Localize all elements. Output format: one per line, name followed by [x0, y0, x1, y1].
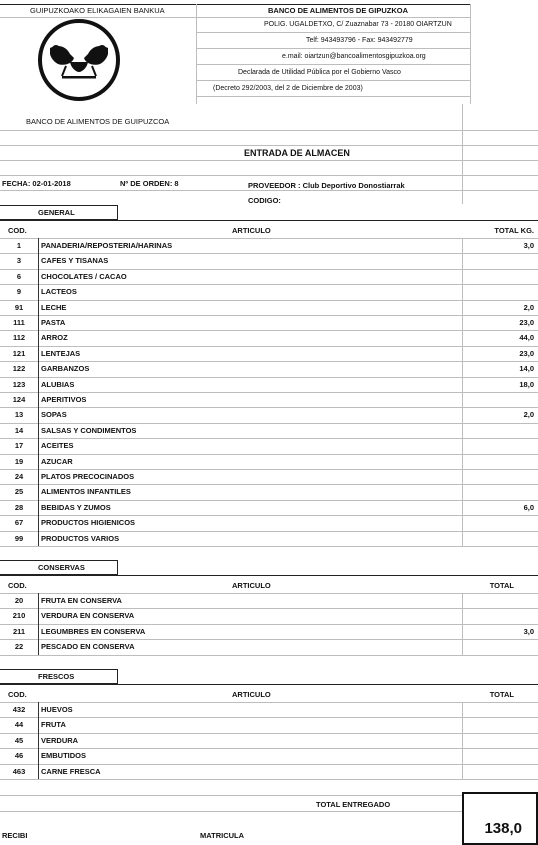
cell-cod: 14 — [14, 425, 24, 435]
cell-articulo: PLATOS PRECOCINADOS — [41, 472, 135, 481]
table-row — [0, 469, 538, 484]
cell-cod: 25 — [14, 487, 24, 497]
cell-articulo: PANADERIA/REPOSTERIA/HARINAS — [41, 241, 173, 250]
license-plate-label: MATRICULA — [200, 831, 245, 840]
cell-articulo: EMBUTIDOS — [41, 751, 86, 761]
cell-cod: 463 — [12, 766, 26, 776]
cell-cod: 210 — [12, 611, 26, 621]
cell-cod: 13 — [14, 410, 24, 420]
received-label: RECIBI — [2, 831, 28, 840]
general-header-row — [0, 223, 538, 238]
section-label-conservas: CONSERVAS — [0, 560, 118, 575]
cell-articulo: CAFES Y TISANAS — [41, 256, 109, 266]
cell-cod: 45 — [14, 735, 24, 745]
table-row — [0, 608, 538, 623]
cell-cod: 20 — [14, 596, 24, 605]
table-row — [0, 407, 538, 422]
table-row — [0, 346, 538, 361]
table-row — [0, 377, 538, 392]
table-row — [0, 330, 538, 345]
total-delivered-label: TOTAL ENTREGADO — [316, 800, 391, 809]
org-phone: Telf: 943493796 - Fax: 943492779 — [306, 37, 413, 44]
table-row — [0, 702, 538, 717]
cell-total: 23,0 — [519, 348, 534, 358]
cell-cod: 91 — [14, 302, 24, 312]
table-row — [0, 423, 538, 438]
total-value: 138,0 — [484, 820, 522, 837]
cell-cod: 17 — [14, 441, 24, 451]
cell-articulo: SOPAS — [41, 410, 67, 420]
cell-articulo: HUEVOS — [41, 705, 73, 714]
cell-cod: 44 — [14, 720, 24, 730]
org-basque-name: GUIPUZKOAKO ELIKAGAIEN BANKUA — [30, 6, 165, 15]
cell-total: 44,0 — [519, 333, 534, 343]
cell-total: 23,0 — [519, 318, 534, 327]
cell-articulo: LACTEOS — [41, 287, 77, 297]
org-email: e.mail: oiartzun@bancoalimentosgipuzkoa.org — [282, 53, 426, 60]
cell-total: 18,0 — [519, 379, 534, 389]
col-header-articulo: ARTICULO — [232, 581, 271, 590]
cell-cod: 432 — [12, 705, 26, 714]
cell-articulo: CHOCOLATES / CACAO — [41, 271, 127, 281]
table-row — [0, 639, 538, 654]
food-bank-logo-icon — [36, 18, 122, 104]
header-right-border — [470, 4, 471, 104]
cell-articulo: ALUBIAS — [41, 379, 75, 389]
cell-cod: 99 — [14, 533, 24, 543]
table-row — [0, 500, 538, 515]
cell-articulo: LENTEJAS — [41, 348, 81, 358]
total-box — [462, 792, 538, 845]
cell-total: 2,0 — [523, 302, 534, 312]
table-row — [0, 748, 538, 763]
table-row — [0, 315, 538, 330]
frescos-header-row — [0, 687, 538, 702]
cell-cod: 122 — [12, 364, 26, 374]
cell-cod: 24 — [14, 472, 24, 481]
header-top-border — [0, 4, 470, 5]
cell-articulo: VERDURA EN CONSERVA — [41, 611, 135, 621]
table-row — [0, 531, 538, 546]
code-field: CODIGO: — [248, 196, 281, 205]
cell-cod: 124 — [12, 395, 26, 404]
table-row — [0, 717, 538, 732]
cell-articulo: BEBIDAS Y ZUMOS — [41, 502, 111, 512]
document-title: ENTRADA DE ALMACEN — [244, 148, 350, 158]
table-row — [0, 300, 538, 315]
cell-articulo: APERITIVOS — [41, 395, 87, 404]
cell-cod: 111 — [13, 318, 25, 327]
table-row — [0, 624, 538, 639]
col-header-cod: COD. — [8, 581, 27, 590]
section-label-general: GENERAL — [0, 205, 118, 220]
cell-total: 2,0 — [523, 410, 534, 420]
table-row — [0, 733, 538, 748]
cell-cod: 123 — [12, 379, 26, 389]
cell-articulo: LECHE — [41, 302, 67, 312]
decree-reference: (Decreto 292/2003, del 2 de Diciembre de 2003) — [213, 85, 363, 92]
cell-articulo: ACEITES — [41, 441, 74, 451]
table-row — [0, 454, 538, 469]
col-header-total: TOTAL — [489, 581, 514, 590]
cell-cod: 112 — [12, 333, 26, 343]
col-header-cod: COD. — [8, 226, 27, 235]
cell-articulo: PASTA — [41, 318, 66, 327]
table-row — [0, 361, 538, 376]
table-row — [0, 238, 538, 253]
conservas-header-row — [0, 578, 538, 593]
col-header-total: TOTAL — [489, 690, 514, 699]
cell-cod: 28 — [14, 502, 24, 512]
table-row — [0, 438, 538, 453]
cell-total: 3,0 — [523, 626, 534, 636]
cell-cod: 6 — [16, 271, 22, 281]
header-divider — [196, 4, 197, 104]
section-label-frescos: FRESCOS — [0, 669, 118, 684]
table-row — [0, 269, 538, 284]
cell-articulo: SALSAS Y CONDIMENTOS — [41, 425, 137, 435]
cell-cod: 9 — [16, 287, 22, 297]
org-address: POLIG. UGALDETXO, C/ Zuaznabar 73 - 20180 OIARTZUN — [264, 21, 452, 28]
col-header-cod: COD. — [8, 690, 27, 699]
utility-declaration: Declarada de Utilidad Pública por el Gobierno Vasco — [238, 69, 401, 76]
cell-articulo: PRODUCTOS VARIOS — [41, 533, 120, 543]
table-row — [0, 484, 538, 499]
cell-cod: 67 — [14, 518, 24, 528]
cell-articulo: FRUTA — [41, 720, 66, 730]
table-row — [0, 764, 538, 779]
cell-total: 14,0 — [519, 364, 534, 374]
org-name-plain: BANCO DE ALIMENTOS DE GUIPUZCOA — [26, 117, 170, 126]
order-number-field: Nº DE ORDEN: 8 — [120, 179, 179, 188]
cell-total: 3,0 — [523, 241, 534, 250]
cell-cod: 46 — [14, 751, 24, 761]
table-row — [0, 593, 538, 608]
table-row — [0, 284, 538, 299]
cell-cod: 3 — [16, 256, 22, 266]
cell-cod: 211 — [12, 626, 26, 636]
cell-cod: 22 — [14, 642, 24, 652]
supplier-field: PROVEEDOR : Club Deportivo Donostiarrak — [248, 181, 405, 190]
col-header-articulo: ARTICULO — [232, 690, 271, 699]
org-name: BANCO DE ALIMENTOS DE GIPUZKOA — [268, 6, 409, 15]
cell-cod: 121 — [12, 348, 26, 358]
cell-cod: 19 — [14, 456, 24, 466]
cell-total: 6,0 — [523, 502, 534, 512]
cell-articulo: PRODUCTOS HIGIENICOS — [41, 518, 136, 528]
cell-articulo: GARBANZOS — [41, 364, 90, 374]
cell-articulo: VERDURA — [41, 735, 79, 745]
table-row — [0, 253, 538, 268]
cell-articulo: FRUTA EN CONSERVA — [41, 596, 122, 605]
table-row — [0, 515, 538, 530]
cell-articulo: AZUCAR — [41, 456, 73, 466]
cell-cod: 1 — [16, 241, 22, 250]
cell-articulo: ALIMENTOS INFANTILES — [41, 487, 131, 497]
cell-articulo: PESCADO EN CONSERVA — [41, 642, 135, 652]
date-field: FECHA: 02-01-2018 — [2, 179, 71, 188]
cell-articulo: ARROZ — [41, 333, 68, 343]
col-header-total: TOTAL KG. — [494, 226, 534, 235]
table-row — [0, 392, 538, 407]
col-header-articulo: ARTICULO — [232, 226, 271, 235]
cell-articulo: CARNE FRESCA — [41, 766, 101, 776]
cell-articulo: LEGUMBRES EN CONSERVA — [41, 626, 146, 636]
